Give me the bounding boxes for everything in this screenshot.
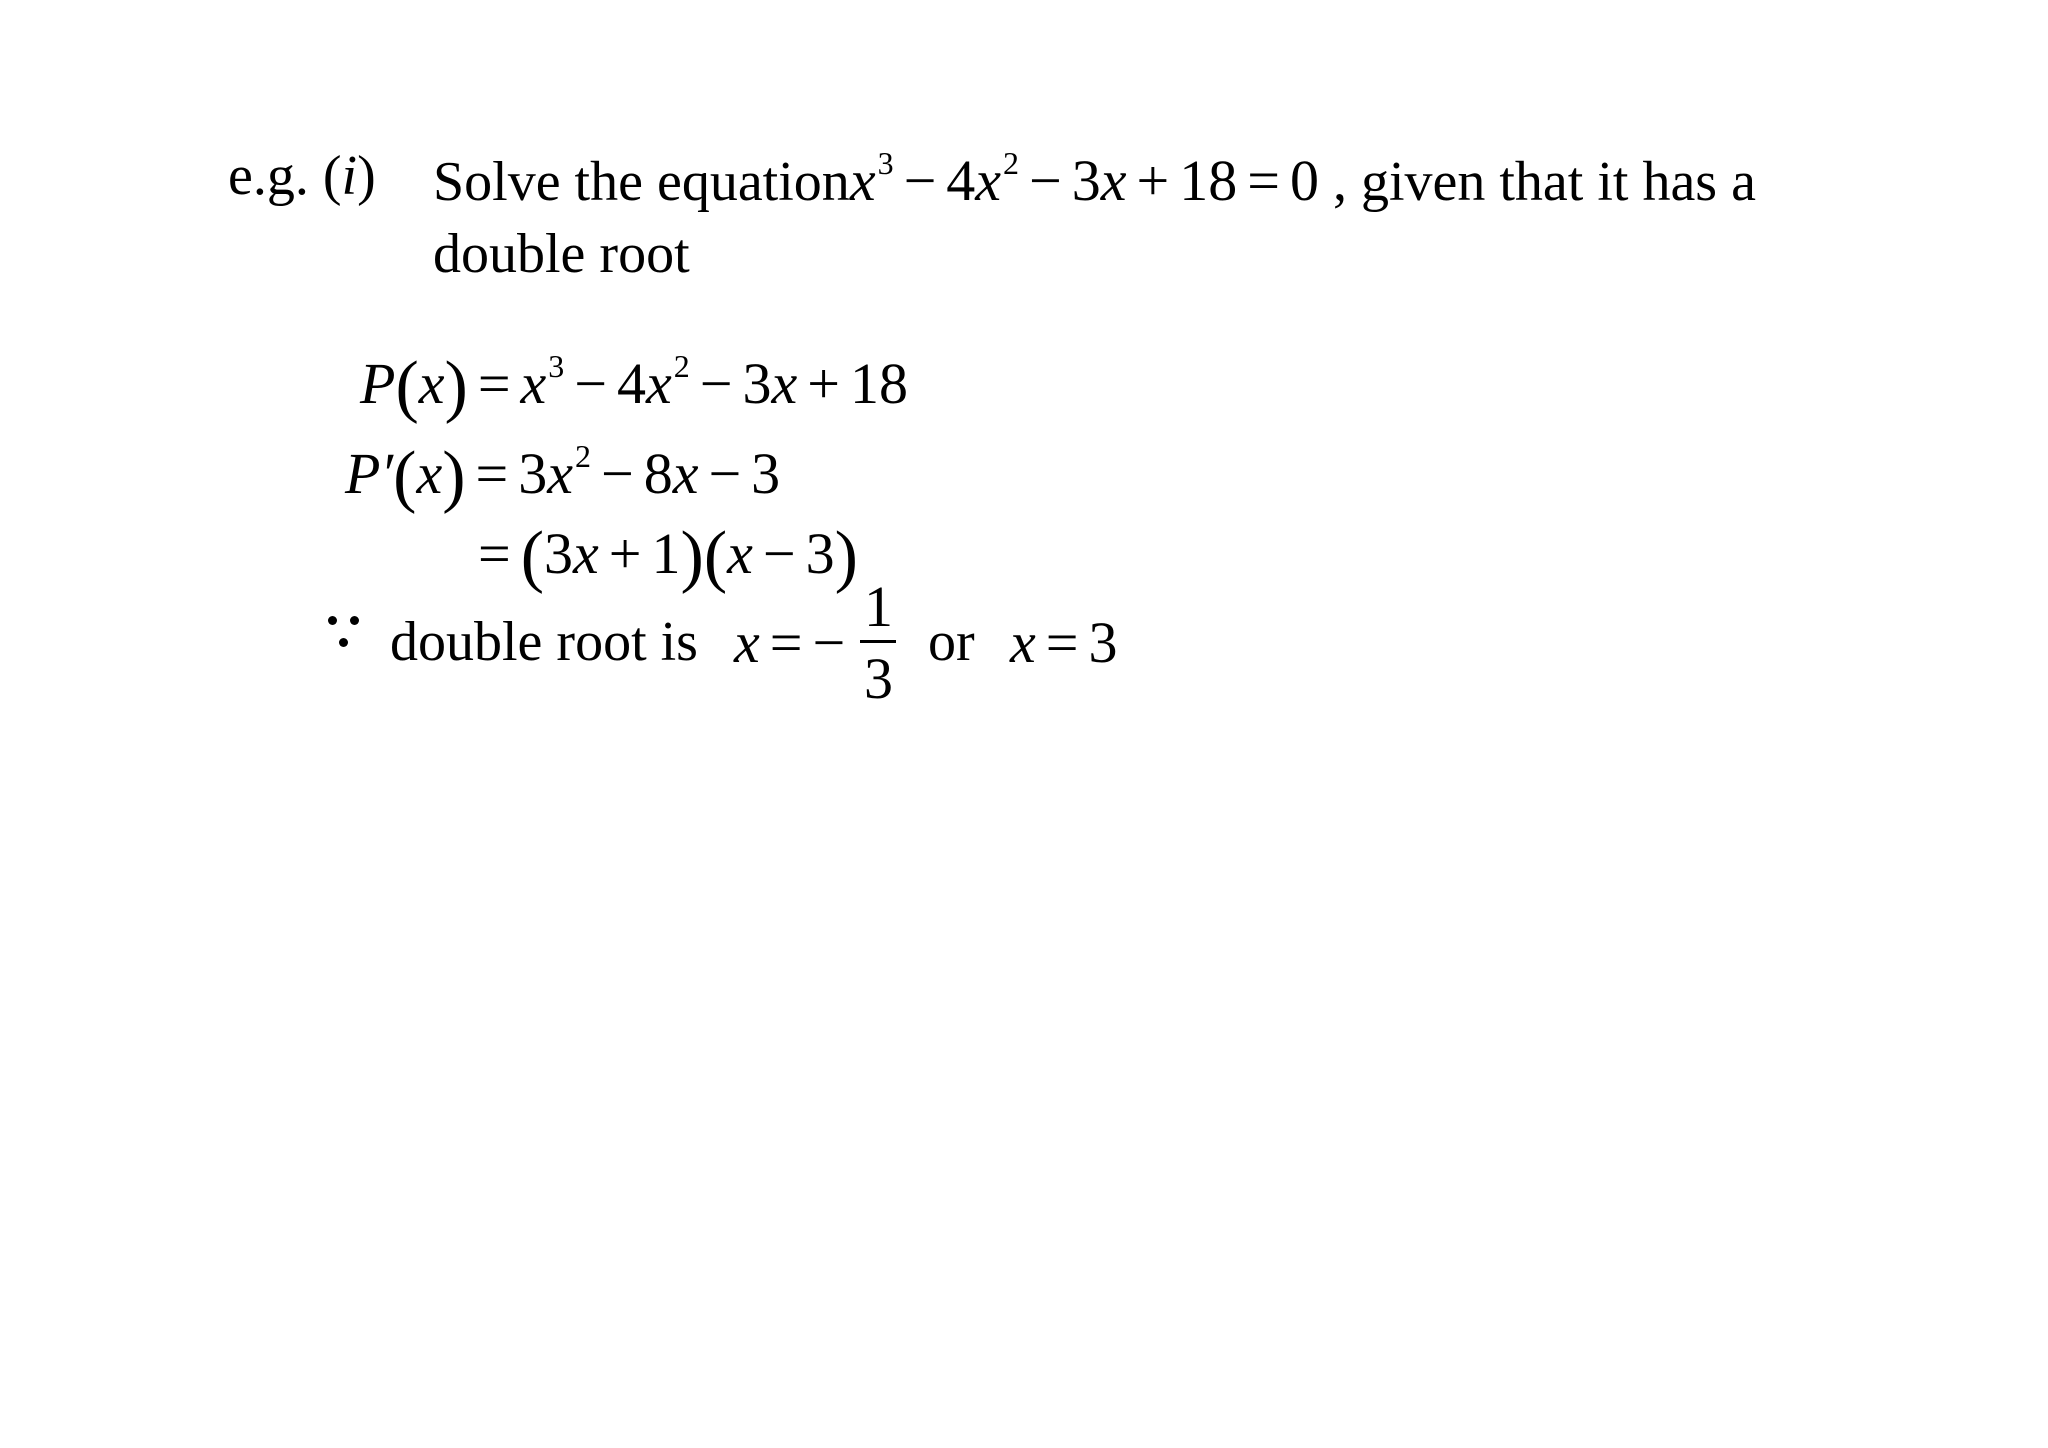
conclusion-text: double root is — [390, 611, 698, 673]
conclusion-or: or — [928, 611, 975, 673]
fraction-one-third — [860, 574, 896, 711]
because-symbol — [328, 612, 364, 652]
question-equation: $x^3 - 4x^2 - 3x + 18 = 0$ — [849, 145, 1319, 213]
question-line-2: double root — [433, 223, 690, 285]
fraction-numerator: 1 — [864, 574, 893, 639]
conclusion-x1: x = − — [734, 610, 846, 675]
example-label: e.g. (i) — [228, 145, 376, 207]
fraction-bar — [860, 640, 896, 643]
factored-line: = (3x + 1)(x − 3) — [478, 518, 858, 595]
polynomial-definition: $P(x) = x^3 - 4x^2 - 3x + 18$ — [360, 348, 908, 425]
conclusion-x2: x = 3 — [1010, 610, 1118, 675]
question-line-1 — [433, 145, 1756, 213]
question-text: Solve the equation — [433, 151, 850, 213]
fraction-denominator: 3 — [864, 646, 893, 711]
derivative-line: $P'(x) = 3x^2 - 8x - 3$ — [345, 438, 781, 515]
question-text-cont: , given that it has a — [1332, 151, 1756, 213]
